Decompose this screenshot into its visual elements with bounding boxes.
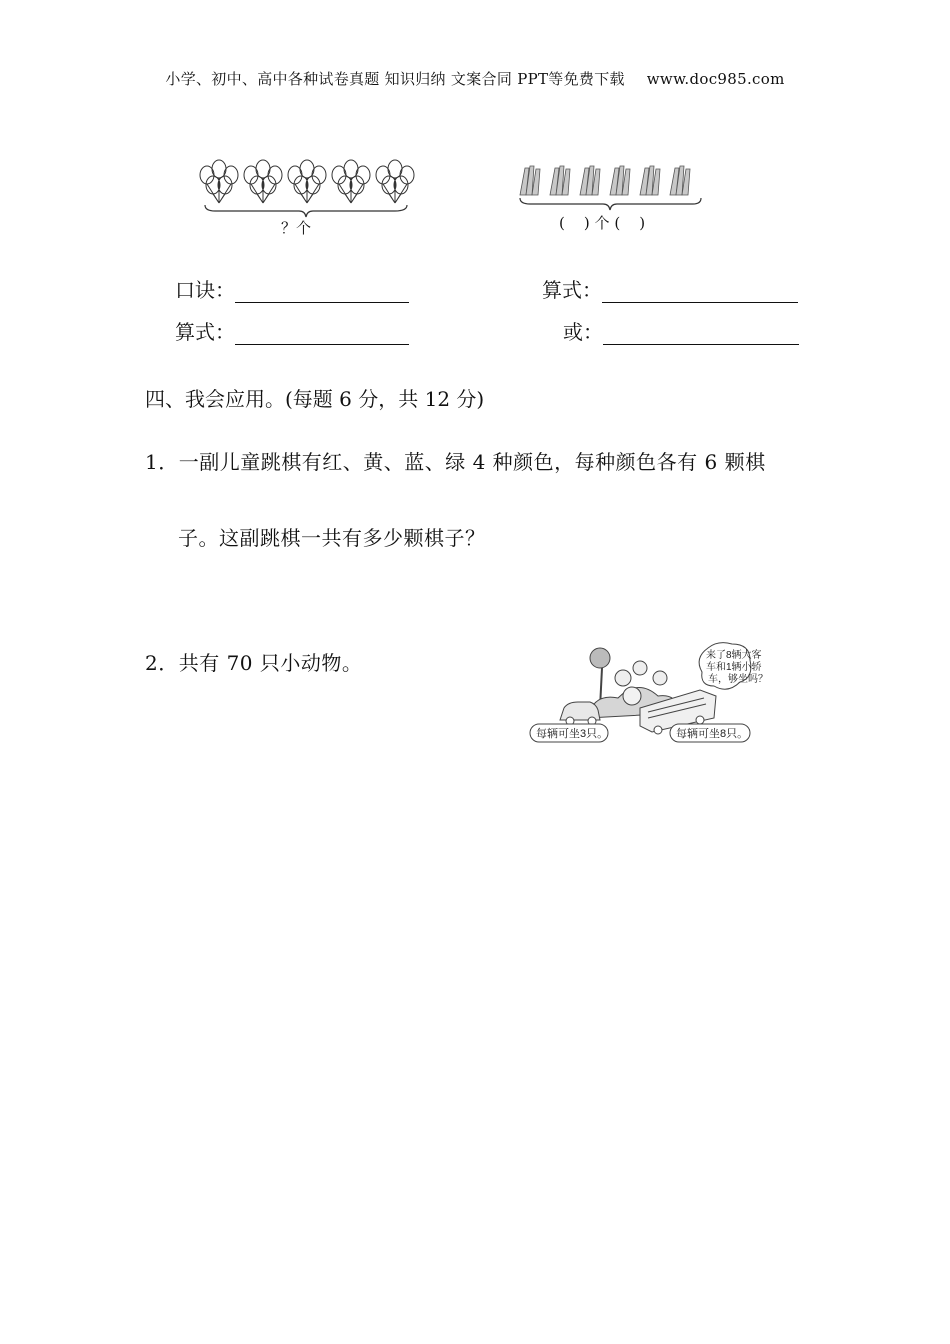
balloons-figure [195, 155, 417, 240]
pencils-count-label: ( ) 个 ( ) [559, 214, 646, 232]
page-header [0, 68, 950, 89]
fill-row-right-1 [542, 274, 798, 303]
illustration-drawing [528, 638, 768, 748]
label-huo: 或： [563, 320, 603, 344]
car-capacity-tag: 每辆可坐3只。 [536, 728, 609, 740]
fill-row-left-1 [175, 274, 409, 303]
answer-line-huo[interactable] [603, 322, 799, 345]
bubble-line-2: 车和1辆小轿 [706, 662, 762, 673]
question-1-line-2: 子。这副跳棋一共有多少颗棋子？ [178, 526, 486, 550]
question-1-line-1: 1．一副儿童跳棋有红、黄、蓝、绿 4 种颜色，每种颜色各有 6 颗棋 [145, 450, 766, 474]
fill-row-right-2 [563, 316, 799, 345]
brace [520, 198, 701, 210]
label-suanshi-left: 算式： [175, 320, 235, 344]
balloon-bunch-1 [200, 160, 238, 203]
balloons-count-label: ？个 [281, 219, 312, 237]
answer-line-suanshi-left[interactable] [235, 322, 409, 345]
bubble-line-3: 车，够坐吗？ [708, 674, 768, 685]
section-title: 四、我会应用。(每题 6 分，共 12 分) [145, 387, 485, 411]
question-2: 2．共有 70 只小动物。 [145, 651, 363, 675]
label-suanshi-right: 算式： [542, 278, 602, 302]
brace [205, 205, 407, 217]
fill-row-left-2 [175, 316, 409, 345]
pencil-group-1 [520, 166, 540, 195]
bubble-line-1: 来了8辆大客 [706, 650, 762, 661]
header-text: 小学、初中、高中各种试卷真题 知识归纳 文案合同 PPT等免费下载 [165, 70, 625, 88]
label-koujue: 口诀： [175, 278, 235, 302]
header-site: www.doc985.com [646, 70, 785, 88]
bus-capacity-tag: 每辆可坐8只。 [676, 728, 749, 740]
animals-vehicles-illustration [528, 638, 768, 748]
answer-line-koujue[interactable] [235, 280, 409, 303]
answer-line-suanshi-right[interactable] [602, 280, 798, 303]
pencils-figure [515, 160, 710, 240]
